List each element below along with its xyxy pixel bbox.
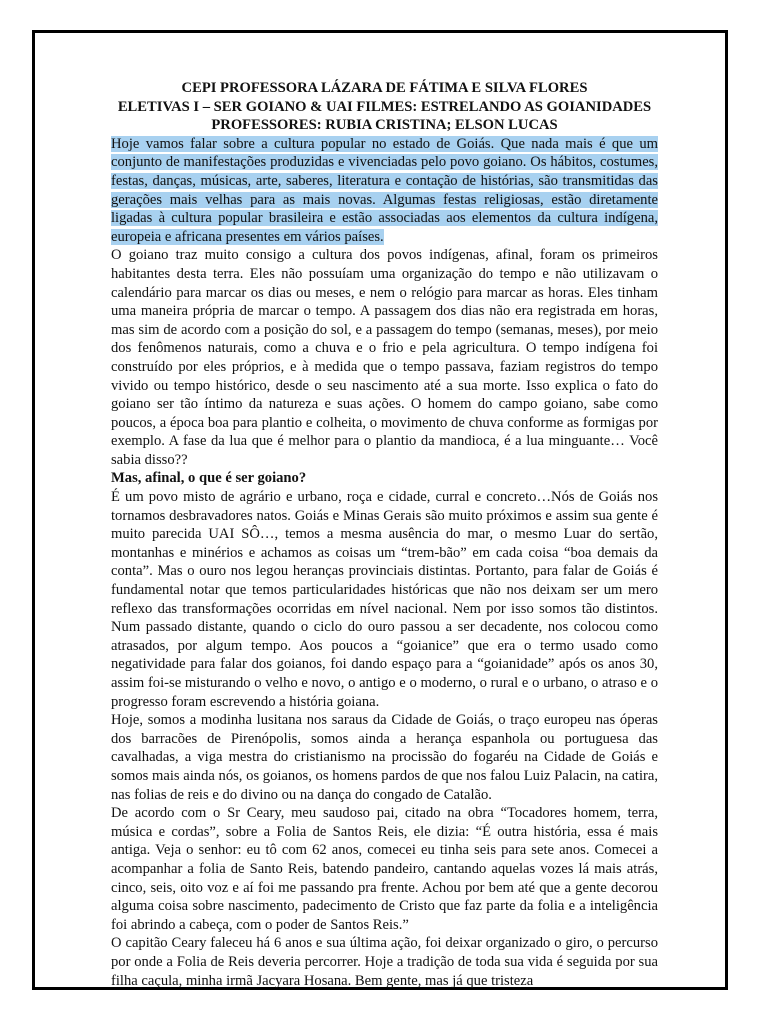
document-content [111, 79, 658, 990]
paragraph-capitao-ceary: O capitão Ceary faleceu há 6 anos e sua última ação, foi deixar organizado o giro, o percurso por onde a Folia de Reis deveria percorrer. Hoje a tradição de toda sua vida é seguida por sua filha caçula, minha irmã Jacyara Hosana. Bem gente, mas já que tristeza [111, 935, 658, 989]
intro-paragraph [111, 135, 658, 247]
document-header [111, 79, 658, 135]
paragraph-traditions: Hoje, somos a modinha lusitana nos saraus da Cidade de Goiás, o traço europeu nas óperas dos barracões de Pirenópolis, somos ainda a herança espanhola ou portuguesa das cavalhadas, a viga mestra do cristianismo na procissão do fogaréu na Cidade de Goiás e somos mais ainda nós, os goianos, os homens pardos de que nos falou Luiz Palacin, na catira, nas folias de reis e do divino ou na dança do congado de Catalão. [111, 712, 658, 803]
paragraph-folia-de-reis: De acordo com o Sr Ceary, meu saudoso pai, citado na obra “Tocadores homem, terra, música e cordas”, sobre a Folia de Santos Reis, ele dizia: “É outra história, essa é mais antiga. Veja o senhor: eu tô com 62 anos, comecei eu tinha seis para sete anos. Comecei a acompanhar a folia de Santo Reis, batendo pandeiro, cantando aquelas vozes lá mais atrás, cinco, seis, oito voz e aí foi me passando pra frente. Achou por bem até que a gente decorou alguma coisa sobre nascimento, padecimento de Cristo que faz parte da folia e a inteligência foi abrindo a cabeça, com o poder de Santos Reis.” [111, 805, 658, 933]
highlighted-intro-text: Hoje vamos falar sobre a cultura popular no estado de Goiás. Que nada mais é que um conjunto de manifestações produzidas e vivenciadas pelo povo goiano. Os hábitos, costumes, festas, danças, músicas, arte, saberes, literatura e contação de histórias, são transmitidas das gerações mais velhas para as mais novas. Algumas festas religiosas, estão diretamente ligadas à cultura popular brasileira e estão associadas aos elementos da cultura indígena, europeia e africana presentes em vários países. [111, 135, 658, 245]
header-course-title: ELETIVAS I – SER GOIANO & UAI FILMES: ESTRELANDO AS GOIANIDADES [117, 98, 652, 115]
header-school-name: CEPI PROFESSORA LÁZARA DE FÁTIMA E SILVA FLORES [181, 80, 588, 96]
paragraph-indigenous-culture: O goiano traz muito consigo a cultura dos povos indígenas, afinal, foram os primeiros habitantes desta terra. Eles não possuíam uma organização do tempo e não utilizavam o calendário para marcar os dias ou meses, e nem o relógio para marcar as horas. Eles tinham uma maneira própria de marcar o tempo. A passagem dos dias não era registrada em horas, mas sim de acordo com a posição do sol, e a passagem do tempo (semanas, meses), por meio dos fenômenos naturais, como a chuva e o frio e pela agricultura. O tempo indígena foi construído por eles próprios, e à medida que o tempo passava, faziam registros do tempo vivido ou tempo histórico, desde o seu nascimento até a sua morte. Isso explica o fato do goiano ser tão íntimo da natureza e suas ações. O homem do campo goiano, sabe como poucos, a época boa para plantio e colheita, o movimento de chuva conforme as formigas por exemplo. A fase da lua que é melhor para o plantio da mandioca, é a lua minguante… Você sabia disso?? [111, 247, 658, 468]
section-heading: Mas, afinal, o que é ser goiano? [111, 470, 307, 487]
paragraph-being-goiano: É um povo misto de agrário e urbano, roça e cidade, curral e concreto…Nós de Goiás nos tornamos desbravadores natos. Goiás e Minas Gerais são muito próximos e assim sua gente é muito parecida UAI SÔ…, temos a mesma ausência do mar, o mesmo Luar do sertão, montanhas e minérios e achamos as coisas um “trem-bão” em cada coisa “boa demais da conta”. Mas o ouro nos legou heranças provinciais distintas. Portanto, para falar de Goiás é fundamental notar que temos particularidades históricas que não nos deixam ser um mero reflexo das transformações ocorridas em nível nacional. Nem por isso somos tão distintos. Num passado distante, quando o ciclo do ouro passou a ser decadente, nos colocou como atrasados, por algum tempo. Aos poucos a “goianice” que era o termo usado como negatividade para falar dos goianos, foi dando espaço para a “goianidade” após os anos 30, assim foi-se misturando o velho e novo, o antigo e o moderno, o rural e o urbano, o atraso e o progresso foram escrevendo a história goiana. [111, 489, 658, 710]
header-teachers: PROFESSORES: RUBIA CRISTINA; ELSON LUCAS [211, 117, 558, 134]
